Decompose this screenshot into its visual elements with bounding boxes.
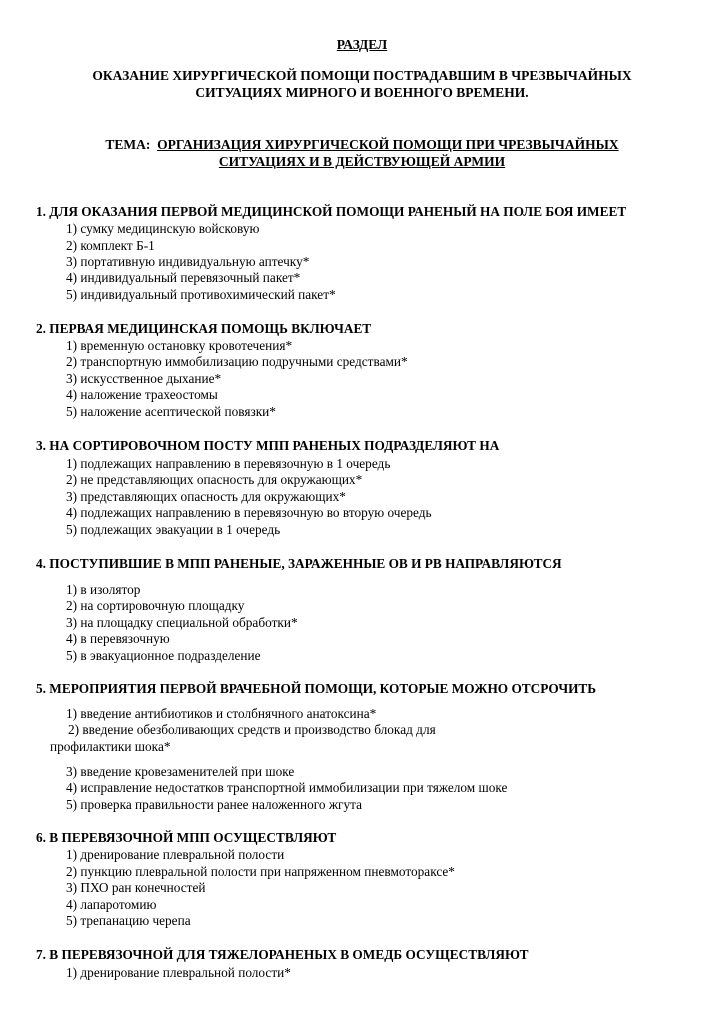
answer-1-4: 4) индивидуальный перевязочный пакет*: [66, 270, 301, 285]
question-5: 5. МЕРОПРИЯТИЯ ПЕРВОЙ ВРАЧЕБНОЙ ПОМОЩИ, КОТОРЫЕ МОЖНО ОТСРОЧИТЬ: [36, 681, 597, 696]
answer-6-3: 3) ПХО ран конечностей: [66, 880, 206, 895]
section-title-line2: СИТУАЦИЯХ МИРНОГО И ВОЕННОГО ВРЕМЕНИ.: [195, 85, 529, 100]
answer-1-3: 3) портативную индивидуальную аптечку*: [66, 254, 310, 269]
answer-2-5: 5) наложение асептической повязки*: [66, 404, 276, 419]
answer-3-5: 5) подлежащих эвакуации в 1 очередь: [66, 522, 281, 537]
section-title-line1: ОКАЗАНИЕ ХИРУРГИЧЕСКОЙ ПОМОЩИ ПОСТРАДАВШИМ В ЧРЕЗВЫЧАЙНЫХ: [92, 68, 632, 83]
answer-3-3: 3) представляющих опасность для окружающих*: [66, 489, 346, 504]
answer-3-1: 1) подлежащих направлению в перевязочную в 1 очередь: [66, 456, 391, 471]
answer-5-3: 3) введение кровезаменителей при шоке: [66, 764, 295, 779]
topic-line1: [0, 136, 724, 153]
question-7: 7. В ПЕРЕВЯЗОЧНОЙ ДЛЯ ТЯЖЕЛОРАНЕНЫХ В ОМЕДБ ОСУЩЕСТВЛЯЮТ: [36, 947, 529, 962]
answer-1-1: 1) сумку медицинскую войсковую: [66, 221, 260, 236]
question-6: 6. В ПЕРЕВЯЗОЧНОЙ МПП ОСУЩЕСТВЛЯЮТ: [36, 830, 337, 845]
topic-title-line1: ОРГАНИЗАЦИЯ ХИРУРГИЧЕСКОЙ ПОМОЩИ ПРИ ЧРЕЗВЫЧАЙНЫХ: [157, 137, 619, 152]
answer-3-2: 2) не представляющих опасность для окружающих*: [66, 472, 363, 487]
answer-4-5: 5) в эвакуационное подразделение: [66, 648, 261, 663]
question-2: 2. ПЕРВАЯ МЕДИЦИНСКАЯ ПОМОЩЬ ВКЛЮЧАЕТ: [36, 321, 372, 336]
answer-4-2: 2) на сортировочную площадку: [66, 598, 245, 613]
answer-5-2: 2) введение обезболивающих средств и производство блокад для: [68, 722, 436, 737]
section-heading: РАЗДЕЛ: [336, 37, 388, 52]
answer-6-4: 4) лапаротомию: [66, 897, 157, 912]
question-3: 3. НА СОРТИРОВОЧНОМ ПОСТУ МПП РАНЕНЫХ ПОДРАЗДЕЛЯЮТ НА: [36, 438, 500, 453]
answer-2-3: 3) искусственное дыхание*: [66, 371, 222, 386]
answer-4-4: 4) в перевязочную: [66, 631, 170, 646]
answer-5-2-cont: профилактики шока*: [50, 739, 171, 754]
answer-6-1: 1) дренирование плевральной полости: [66, 847, 285, 862]
answer-5-5: 5) проверка правильности ранее наложенного жгута: [66, 797, 362, 812]
answer-2-2: 2) транспортную иммобилизацию подручными средствами*: [66, 354, 408, 369]
answer-6-5: 5) трепанацию черепа: [66, 913, 191, 928]
question-1: 1. ДЛЯ ОКАЗАНИЯ ПЕРВОЙ МЕДИЦИНСКОЙ ПОМОЩИ РАНЕНЫЙ НА ПОЛЕ БОЯ ИМЕЕТ: [36, 204, 627, 219]
answer-5-1: 1) введение антибиотиков и столбнячного анатоксина*: [66, 706, 377, 721]
question-4: 4. ПОСТУПИВШИЕ В МПП РАНЕНЫЕ, ЗАРАЖЕННЫЕ ОВ И РВ НАПРАВЛЯЮТСЯ: [36, 556, 562, 571]
answer-5-4: 4) исправление недостатков транспортной иммобилизации при тяжелом шоке: [66, 780, 508, 795]
answer-4-1: 1) в изолятор: [66, 582, 141, 597]
answer-1-2: 2) комплект Б-1: [66, 238, 155, 253]
answer-2-4: 4) наложение трахеостомы: [66, 387, 218, 402]
answer-7-1: 1) дренирование плевральной полости*: [66, 965, 291, 980]
answer-6-2: 2) пункцию плевральной полости при напряженном пневмотораксе*: [66, 864, 455, 879]
topic-title-line2: СИТУАЦИЯХ И В ДЕЙСТВУЮЩЕЙ АРМИИ: [218, 154, 506, 169]
answer-2-1: 1) временную остановку кровотечения*: [66, 338, 293, 353]
answer-4-3: 3) на площадку специальной обработки*: [66, 615, 298, 630]
answer-3-4: 4) подлежащих направлению в перевязочную во вторую очередь: [66, 505, 432, 520]
answer-1-5: 5) индивидуальный противохимический пакет*: [66, 287, 336, 302]
topic-label: ТЕМА:: [105, 137, 151, 152]
